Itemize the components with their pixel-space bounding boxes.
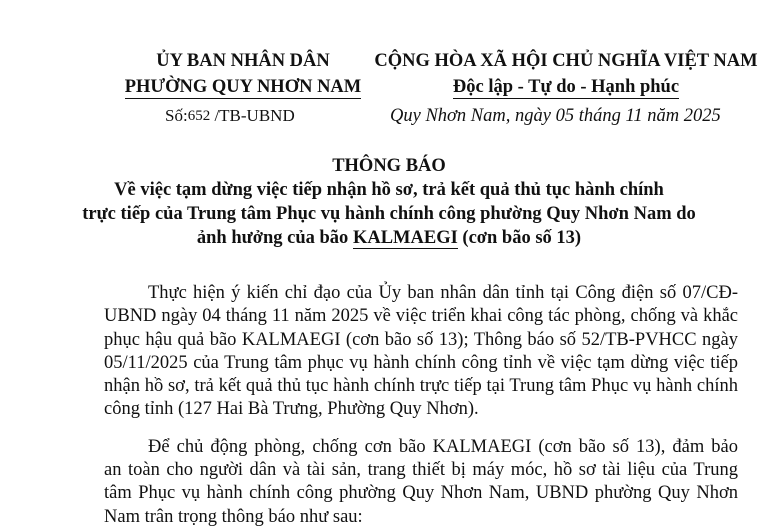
document-number-prefix: Số: (165, 106, 188, 125)
paragraph-line: an toàn cho người dân và tài sản, trang thiết bị máy móc, hồ sơ tài liệu của Trung (104, 460, 738, 481)
document-title: THÔNG BÁO (332, 156, 446, 176)
paragraph-line: Để chủ động phòng, chống cơn bão KALMAEGI (cơn bão số 13), đảm bảo (148, 436, 738, 457)
paragraph-2 (104, 436, 738, 529)
paragraph-line: Nam trân trọng thông báo như sau: (104, 506, 363, 527)
issuing-authority (98, 48, 388, 100)
paragraph-line: UBND ngày 04 tháng 11 năm 2025 về việc triển khai công tác phòng, chống và khắc (104, 306, 738, 327)
document-subtitle (60, 178, 718, 250)
document-number-value: 652 (187, 108, 211, 124)
authority-line-2: PHƯỜNG QUY NHƠN NAM (124, 77, 362, 97)
paragraph-line: tâm Phục vụ hành chính công phường Quy Nhơn Nam, UBND phường Quy Nhơn (104, 483, 738, 504)
place-date: Quy Nhơn Nam, ngày 05 tháng 11 năm 2025 (390, 106, 721, 126)
national-motto (372, 48, 760, 100)
subtitle-line-1: Về việc tạm dừng việc tiếp nhận hồ sơ, trả kết quả thủ tục hành chính (114, 180, 664, 200)
paragraph-line: Thực hiện ý kiến chỉ đạo của Ủy ban nhân dân tỉnh tại Công điện số 07/CĐ- (148, 283, 738, 303)
storm-name: KALMAEGI (352, 228, 458, 248)
paragraph-line: công tỉnh (127 Hai Bà Trưng, Phường Quy Nhơn). (104, 399, 479, 420)
authority-line-1: ỦY BAN NHÂN DÂN (156, 51, 330, 71)
paragraph-1 (104, 282, 738, 422)
document-number-suffix: /TB-UBND (210, 106, 295, 125)
subtitle-line-3-prefix: ảnh hưởng của bão (196, 228, 353, 248)
subtitle-line-2: trực tiếp của Trung tâm Phục vụ hành chính công phường Quy Nhơn Nam do (82, 204, 696, 224)
paragraph-line: nhận hồ sơ, trả kết quả thủ tục hành chính trực tiếp tại Trung tâm Phục vụ hành chính (104, 376, 738, 397)
document-number (165, 106, 295, 126)
paragraph-line: 05/11/2025 của Trung tâm phục vụ hành chính công tỉnh về việc tạm dừng việc tiếp (104, 352, 738, 373)
subtitle-line-3-suffix: (cơn bão số 13) (457, 228, 582, 248)
document-body (104, 282, 738, 529)
subtitle-line-3 (60, 226, 718, 250)
motto: Độc lập - Tự do - Hạnh phúc (452, 77, 680, 97)
country-name: CỘNG HÒA XÃ HỘI CHỦ NGHĨA VIỆT NAM (374, 51, 758, 71)
paragraph-line: phục hậu quả bão KALMAEGI (cơn bão số 13); Thông báo số 52/TB-PVHCC ngày (104, 329, 738, 350)
